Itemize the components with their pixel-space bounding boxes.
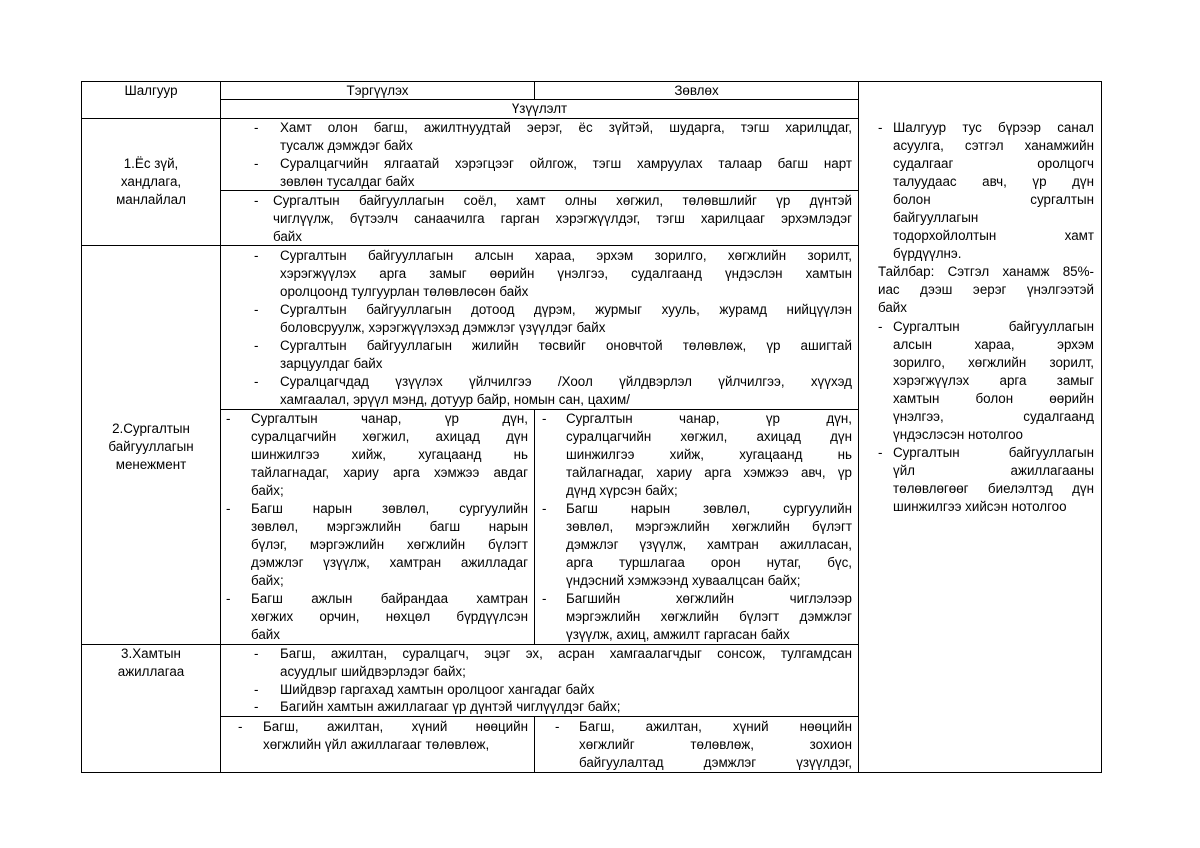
table-border-bottom — [81, 772, 1102, 773]
bullet-dash: - — [226, 501, 231, 516]
bullet-dash: - — [254, 338, 259, 353]
bullet-dash: - — [226, 411, 231, 426]
bullet-dash: - — [878, 120, 883, 135]
bullet-dash: - — [254, 193, 259, 208]
bullet-dash: - — [254, 682, 259, 697]
row-divider — [220, 716, 858, 717]
bullet-dash: - — [254, 120, 259, 135]
column-divider — [858, 81, 859, 773]
column-divider — [534, 409, 535, 644]
bullet-dash: - — [254, 248, 259, 263]
bullet-dash: - — [238, 719, 243, 734]
table-border-right — [1101, 81, 1102, 773]
bullet-dash: - — [254, 302, 259, 317]
header-recommended: Зөвлөх — [674, 83, 719, 98]
header-assessment: Үзүүлэлт — [511, 101, 568, 116]
header-criterion: Шалгуур — [124, 83, 178, 98]
row-divider — [81, 245, 858, 246]
bullet-dash: - — [254, 374, 259, 389]
column-divider — [534, 716, 535, 773]
header-priority: Тэргүүлэх — [346, 83, 409, 98]
bullet-dash: - — [254, 646, 259, 661]
bullet-dash: - — [542, 501, 547, 516]
bullet-dash: - — [254, 156, 259, 171]
bullet-dash: - — [555, 719, 560, 734]
bullet-dash: - — [254, 699, 259, 714]
document-page: Шалгуур Тэргүүлэх Зөвлөх Үзүүлэлт 1.Ёс зүй, хандлага, манлайлал 2.Сургалтын байгууллагын менежмент 3.Хамтын ажиллагаа - Хамт олон багш, ажилтнуудтай эерэг, ёс зүйтэй, шударга, тэгш харилцдаг, тусалж дэмждэг байх - Суралцагчийн ялгаатай хэрэгцээг ойлгож, тэгш хамруулах талаар багш нарт зөвлөн тусалдаг байх - Сургалтын байгууллагын соёл, хамт олны хөгжил, төлөвшлийг үр дүнтэй чиглүүлж, бүтээлч санаачилга гарган хэрэгжүүлдэг, тэгш харилцааг эрхэмлэдэг байх - Сургалтын байгууллагын алсын хараа, эрхэм зорилго, хөгжлийн зорилт, хэрэгжүүлэх арга замыг өөрийн үнэлгээ, судалгаанд үндэслэн хамтын оролцоонд тулгуурлан төлөвлөсөн байх - Сургалтын байгууллагын дотоод дүрэм, журмыг хууль, журамд нийцүүлэн боловсруулж, хэрэгжүүлэхэд дэмжлэг үзүүлдэг байх - Сургалтын байгууллагын жилийн төсвийг оновчтой төлөвлөж, үр ашигтай зарцуулдаг байх - Суралцагчдад үзүүлэх үйлчилгээ /Хоол үйлдвэрлэл үйлчилгээ, хүүхэд хамгаалал, эрүүл мэнд, дотуур байр, номын сан, цахим/ - Сургалтын чанар, үр дүн, суралцагчийн хөгжил, ахицад дүн шинжилгээ хийж, хугацаанд нь тайлагнадаг, хариу арга хэмжээ авдаг байх; - Багш нарын зөвлөл, сургуулийн зөвлөл, мэргэжлийн багш нарын бүлэг, мэргэжлийн хөгжлийн бүлэгт дэмжлэг үзүүлж, хамтран ажилладаг байх; - Багш ажлын байрандаа хамтран хөгжих орчин, нөхцөл бүрдүүлсэн байх - Сургалтын чанар, үр дүн, суралцагчийн хөгжил, ахицад дүн шинжилгээ хийж, хугацаанд нь тайлагнадаг, хариу арга хэмжээ авч, үр дүнд хүрсэн байх; - Багш нарын зөвлөл, сургуулийн зөвлөл, мэргэжлийн хөгжлийн бүлэгт дэмжлэг үзүүлж, хамтран ажилласан, арга туршлагаа орон нутаг, бүс, үндэсний хэмжээнд хуваалцсан байх; - Багшийн хөгжлийн чиглэлээр мэргэжлийн хөгжлийн бүлэгт дэмжлэг үзүүлж, ахиц, амжилт гаргасан байх - Багш, ажилтан, суралцагч, эцэг эх, асран хамгаалагчдыг сонсож, тулгамдсан асуудлыг шийдвэрлэдэг байх; - Шийдвэр гаргахад хамтын оролцоог хангадаг байх - Багийн хамтын ажиллагааг үр дүнтэй чиглүүлдэг байх; - Багш, ажилтан, хүний нөөцийн хөгжлийн үйл ажиллагааг төлөвлөж, - Багш, ажилтан, хүний нөөцийн хөгжлийг төлөвлөж, зохион байгуулалтад дэмжлэг үзүүлдэг, - Шалгуур тус бүрээр санал асуулга, сэтгэл ханамжийн судалгааг оролцогч талуудаас авч, үр дүн болон сургалтын байгууллагын тодорхойлолтын хамт бүрдүүлнэ. Тайлбар: Сэтгэл ханамж 85%- иас дээш эерэг үнэлгээтэй байх - Сургалтын байгууллагын алсын хараа, эрхэм зорилго, хөгжлийн зорилт, хэрэгжүүлэх арга замыг хамтын болон өөрийн үнэлгээ, судалгаанд үндэслэсэн нотолгоо - Сургалтын байгууллагын үйл ажиллагааны төлөвлөгөөг биелэлтэд дүн шинжилгээ хийсэн нотолгоо — [0, 0, 1200, 848]
bullet-dash: - — [226, 591, 231, 606]
column-divider — [220, 81, 221, 773]
bullet-dash: - — [542, 411, 547, 426]
bullet-dash: - — [542, 591, 547, 606]
bullet-dash: - — [878, 319, 883, 334]
bullet-dash: - — [878, 445, 883, 460]
